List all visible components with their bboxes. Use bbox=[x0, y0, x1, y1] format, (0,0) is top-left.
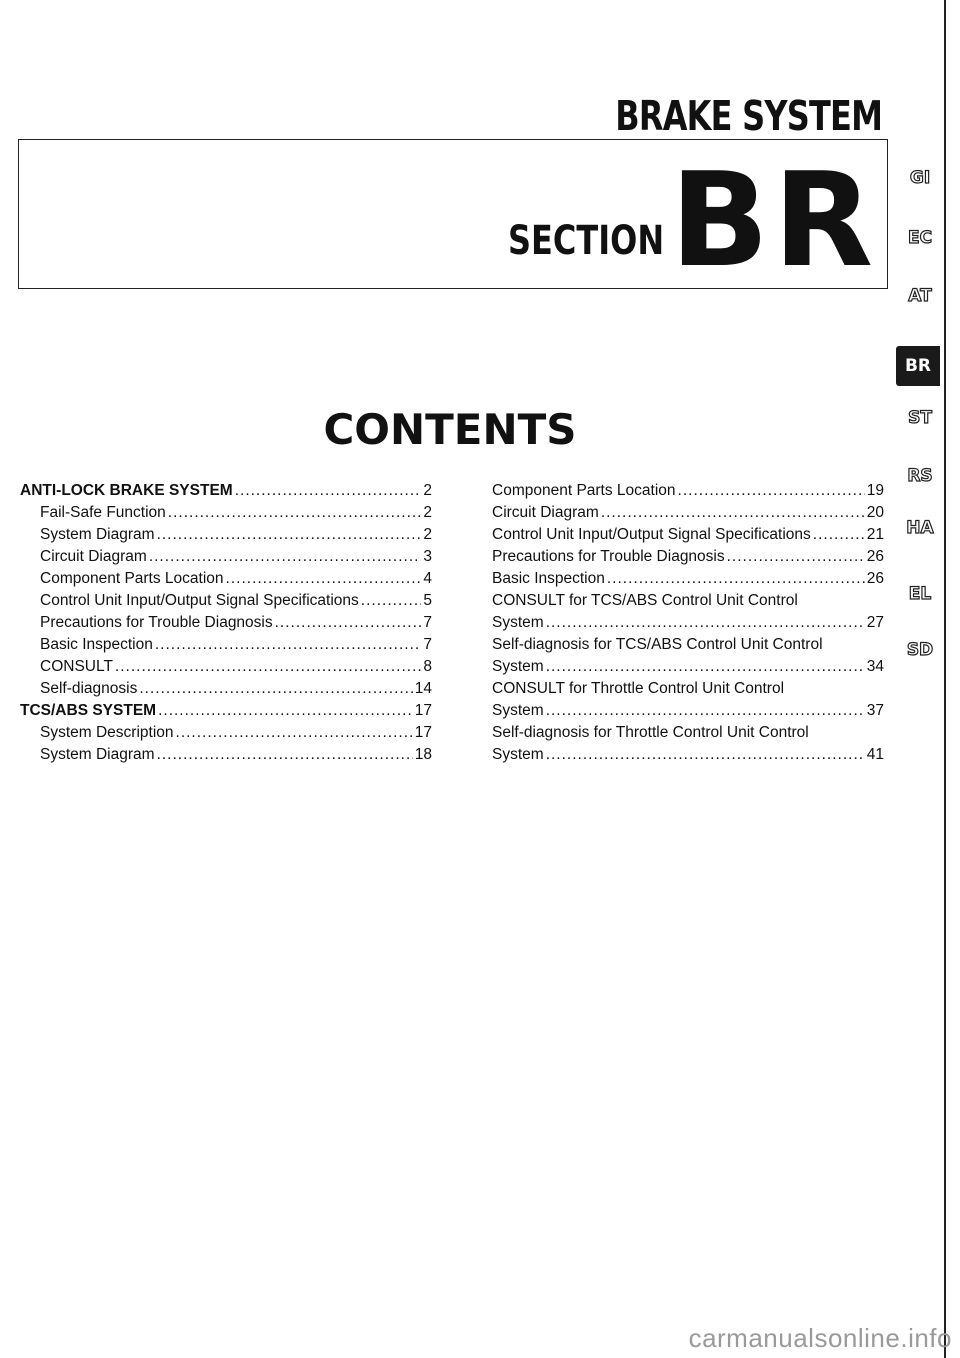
toc-page-number: 34 bbox=[866, 658, 884, 675]
toc-leader-dots bbox=[115, 656, 421, 678]
toc-entry[interactable] bbox=[20, 590, 432, 612]
toc-page-number: 14 bbox=[414, 680, 432, 697]
toc-entry[interactable] bbox=[492, 700, 884, 722]
toc-leader-dots bbox=[235, 480, 422, 502]
toc-entry-title: System bbox=[492, 746, 544, 763]
side-tab-sd[interactable]: SD bbox=[906, 640, 934, 660]
toc-entry[interactable] bbox=[492, 524, 884, 546]
toc-entry-title-line[interactable]: Self-diagnosis for Throttle Control Unit Control bbox=[492, 724, 809, 741]
document-title: BRAKE SYSTEM bbox=[615, 92, 882, 140]
section-label: SECTION bbox=[508, 218, 665, 264]
toc-page-number: 17 bbox=[414, 702, 432, 719]
toc-entry[interactable] bbox=[20, 744, 432, 766]
toc-page-number: 26 bbox=[866, 548, 884, 565]
toc-page-number: 2 bbox=[423, 526, 432, 543]
toc-entry-title-line[interactable]: Self-diagnosis for TCS/ABS Control Unit Control bbox=[492, 636, 823, 653]
toc-page-number: 7 bbox=[423, 636, 432, 653]
toc-entry-title: System bbox=[492, 702, 544, 719]
toc-entry[interactable] bbox=[492, 502, 884, 524]
toc-leader-dots bbox=[727, 546, 865, 568]
toc-leader-dots bbox=[168, 502, 422, 524]
toc-entry-title: Basic Inspection bbox=[492, 570, 605, 587]
toc-entry[interactable] bbox=[492, 744, 884, 766]
toc-entry[interactable] bbox=[20, 612, 432, 634]
toc-entry[interactable] bbox=[492, 480, 884, 502]
toc-entry-title-line[interactable]: CONSULT for TCS/ABS Control Unit Control bbox=[492, 592, 798, 609]
toc-leader-dots bbox=[155, 634, 422, 656]
toc-leader-dots bbox=[149, 546, 422, 568]
toc-entry-title: System Diagram bbox=[40, 526, 155, 543]
toc-leader-dots bbox=[678, 480, 865, 502]
toc-entry-title: ANTI-LOCK BRAKE SYSTEM bbox=[20, 482, 233, 499]
toc-leader-dots bbox=[601, 502, 865, 524]
toc-entry-title: System bbox=[492, 614, 544, 631]
toc-leader-dots bbox=[157, 524, 422, 546]
toc-entry-title: TCS/ABS SYSTEM bbox=[20, 702, 157, 719]
side-tab-rs[interactable]: RS bbox=[907, 466, 933, 486]
toc-entry-title: System Diagram bbox=[40, 746, 155, 763]
toc-leader-dots bbox=[607, 568, 865, 590]
toc-leader-dots bbox=[813, 524, 865, 546]
toc-page-number: 26 bbox=[866, 570, 884, 587]
toc-entry-title: Component Parts Location bbox=[492, 482, 676, 499]
toc-leader-dots bbox=[546, 612, 865, 634]
toc-leader-dots bbox=[176, 722, 413, 744]
toc-entry[interactable] bbox=[20, 678, 432, 700]
toc-entry[interactable] bbox=[492, 656, 884, 678]
toc-page-number: 21 bbox=[866, 526, 884, 543]
toc-entry-title: Basic Inspection bbox=[40, 636, 153, 653]
toc-page-number: 8 bbox=[423, 658, 432, 675]
toc-entry[interactable] bbox=[20, 634, 432, 656]
toc-page-number: 20 bbox=[866, 504, 884, 521]
toc-entry[interactable] bbox=[20, 568, 432, 590]
toc-page-number: 3 bbox=[423, 548, 432, 565]
toc-entry[interactable] bbox=[20, 700, 432, 722]
toc-leader-dots bbox=[226, 568, 422, 590]
toc-page-number: 27 bbox=[866, 614, 884, 631]
toc-page-number: 19 bbox=[866, 482, 884, 499]
side-tab-at[interactable]: AT bbox=[908, 286, 932, 306]
toc-entry-title: Precautions for Trouble Diagnosis bbox=[492, 548, 725, 565]
toc-leader-dots bbox=[546, 744, 865, 766]
side-tab-br[interactable]: BR bbox=[896, 346, 940, 386]
section-code: BR bbox=[670, 144, 878, 296]
toc-entry-title-line[interactable]: CONSULT for Throttle Control Unit Control bbox=[492, 680, 785, 697]
side-tab-gi[interactable]: GI bbox=[909, 168, 931, 188]
toc-entry-title: Self-diagnosis bbox=[40, 680, 138, 697]
toc-leader-dots bbox=[546, 700, 865, 722]
toc-entry[interactable] bbox=[20, 722, 432, 744]
toc-leader-dots bbox=[275, 612, 422, 634]
toc-leader-dots bbox=[546, 656, 865, 678]
toc-leader-dots bbox=[157, 744, 413, 766]
toc-entry[interactable] bbox=[20, 656, 432, 678]
toc-entry[interactable] bbox=[20, 524, 432, 546]
toc-leader-dots bbox=[158, 700, 413, 722]
toc-entry[interactable] bbox=[492, 546, 884, 568]
toc-entry-title: Control Unit Input/Output Signal Specifications bbox=[492, 526, 811, 543]
toc-page-number: 2 bbox=[423, 504, 432, 521]
side-tab-ha[interactable]: HA bbox=[906, 518, 934, 538]
toc-page-number: 7 bbox=[423, 614, 432, 631]
toc-entry-title: Component Parts Location bbox=[40, 570, 224, 587]
toc-entry-title: System Description bbox=[40, 724, 174, 741]
toc-leader-dots bbox=[361, 590, 422, 612]
toc-entry[interactable] bbox=[20, 480, 432, 502]
contents-heading: CONTENTS bbox=[323, 405, 577, 454]
toc-page-number: 41 bbox=[866, 746, 884, 763]
watermark: carmanualsonline.info bbox=[688, 1323, 952, 1353]
toc-entry-title: Circuit Diagram bbox=[492, 504, 599, 521]
toc-entry-title: Fail-Safe Function bbox=[40, 504, 166, 521]
toc-page-number: 17 bbox=[414, 724, 432, 741]
toc-page-number: 2 bbox=[423, 482, 432, 499]
toc-leader-dots bbox=[139, 678, 412, 700]
toc-entry[interactable] bbox=[492, 568, 884, 590]
toc-left-column bbox=[20, 480, 432, 766]
toc-entry-title: Precautions for Trouble Diagnosis bbox=[40, 614, 273, 631]
toc-entry[interactable] bbox=[20, 546, 432, 568]
toc-entry[interactable] bbox=[492, 612, 884, 634]
toc-entry-title: CONSULT bbox=[40, 658, 113, 675]
toc-entry-title: Circuit Diagram bbox=[40, 548, 147, 565]
toc-page-number: 37 bbox=[866, 702, 884, 719]
side-tab-ec[interactable]: EC bbox=[907, 228, 933, 248]
toc-right-column bbox=[492, 480, 884, 766]
toc-entry[interactable] bbox=[20, 502, 432, 524]
toc-page-number: 18 bbox=[414, 746, 432, 763]
toc-entry-title: Control Unit Input/Output Signal Specifications bbox=[40, 592, 359, 609]
page-edge-line bbox=[944, 0, 946, 1358]
side-tab-el[interactable]: EL bbox=[908, 584, 932, 604]
toc-entry-title: System bbox=[492, 658, 544, 675]
toc-page-number: 5 bbox=[423, 592, 432, 609]
toc-page-number: 4 bbox=[423, 570, 432, 587]
side-tab-st[interactable]: ST bbox=[908, 408, 932, 428]
